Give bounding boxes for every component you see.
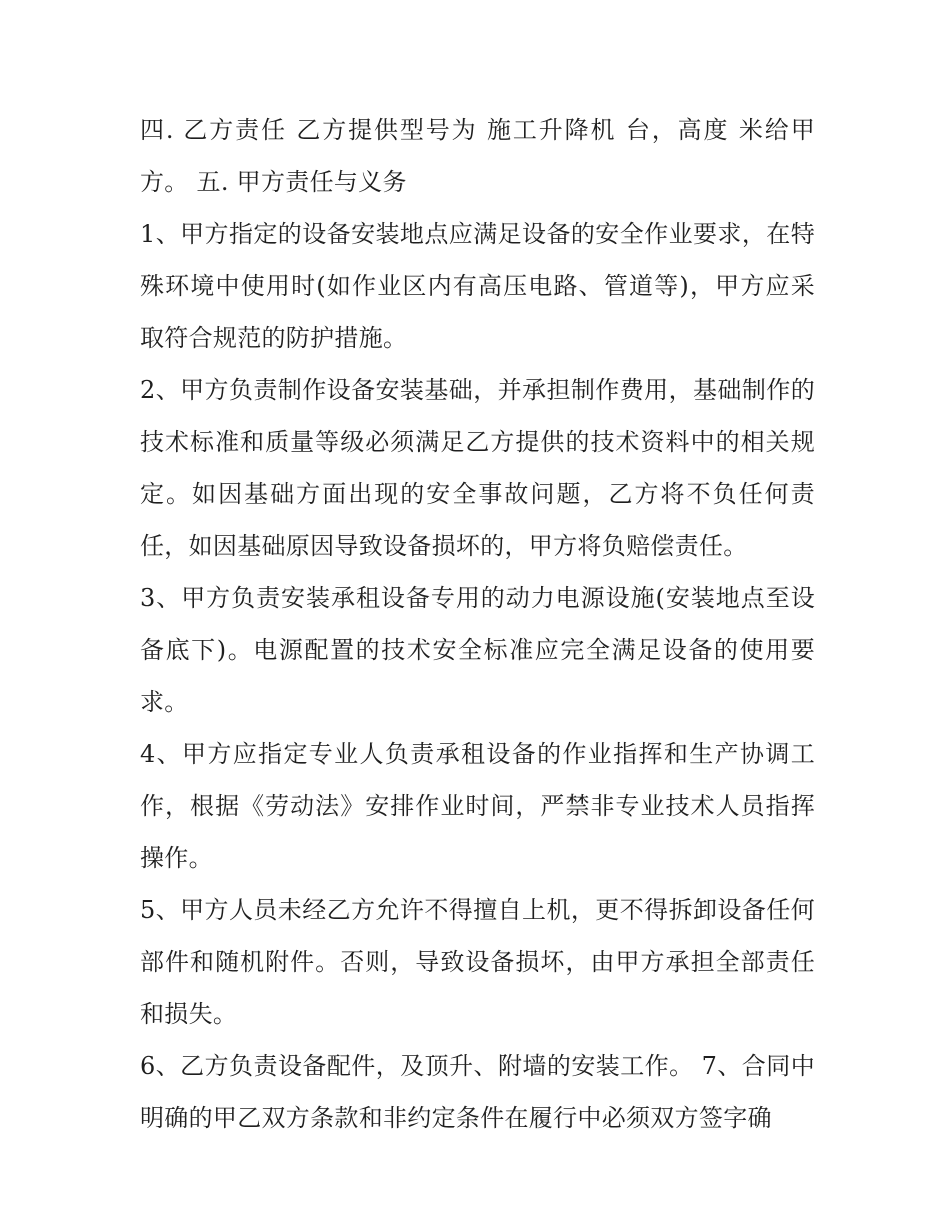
paragraph-item-5: 5、甲方人员未经乙方允许不得擅自上机，更不得拆卸设备任何部件和随机附件。否则，导致设备损坏，由甲方承担全部责任和损失。 (140, 896, 815, 1028)
paragraph-item-1: 1、甲方指定的设备安装地点应满足设备的安全作业要求，在特殊环境中使用时(如作业区内有高压电路、管道等)，甲方应采取符合规范的防护措施。 (140, 220, 815, 352)
paragraph-item-2: 2、甲方负责制作设备安装基础，并承担制作费用，基础制作的技术标准和质量等级必须满足乙方提供的技术资料中的相关规定。如因基础方面出现的安全事故问题，乙方将不负任何责任，如因基础原因导致设备损坏的，甲方将负赔偿责任。 (140, 376, 815, 560)
paragraph-item-4: 4、甲方应指定专业人负责承租设备的作业指挥和生产协调工作，根据《劳动法》安排作业时间，严禁非专业技术人员指挥操作。 (140, 740, 815, 872)
paragraph-section-4: 四. 乙方责任 乙方提供型号为 施工升降机 台，高度 米给甲方。 五. 甲方责任与义务 (140, 116, 815, 196)
paragraph-item-6-7: 6、乙方负责设备配件，及顶升、附墙的安装工作。 7、合同中明确的甲乙双方条款和非约定条件在履行中必须双方签字确 (140, 1052, 815, 1132)
document-body (140, 104, 815, 1144)
paragraph-item-3: 3、甲方负责安装承租设备专用的动力电源设施(安装地点至设备底下)。电源配置的技术安全标准应完全满足设备的使用要求。 (140, 584, 815, 716)
